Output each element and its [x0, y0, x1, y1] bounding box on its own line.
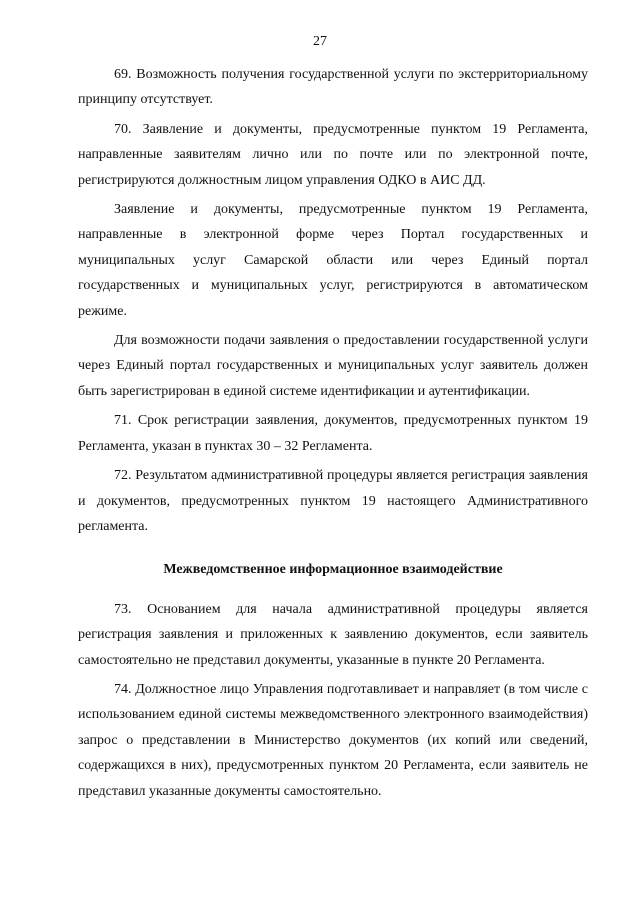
paragraph-70-registration: Для возможности подачи заявления о предоставлении государственной услуги через Единый портал государственных и муниципальных услуг заявитель должен быть зарегистрирован в единой системе идентификации и аутентификации. — [78, 333, 588, 399]
paragraph-69: 69. Возможность получения государственной услуги по экстерриториальному принципу отсутствует. — [78, 67, 588, 108]
section-heading: Межведомственное информационное взаимодействие — [163, 562, 503, 578]
page-number: 27 — [313, 34, 327, 49]
paragraph-73: 73. Основанием для начала административной процедуры является регистрация заявления и приложенных к заявлению документов, если заявитель самостоятельно не представил документы, указанные в пункте 20 Регламента. — [78, 601, 588, 668]
paragraph-72: 72. Результатом административной процедуры является регистрация заявления и документов, предусмотренных пунктом 19 настоящего Административного регламента. — [78, 468, 588, 534]
paragraph-70: 70. Заявление и документы, предусмотренные пунктом 19 Регламента, направленные заявителям лично или по почте или по электронной почте, регистрируются должностным лицом управления ОДКО в АИС ДД. — [78, 121, 588, 188]
document-body — [78, 58, 588, 804]
paragraph-71: 71. Срок регистрации заявления, документов, предусмотренных пунктом 19 Регламента, указан в пунктах 30 – 32 Регламента. — [78, 413, 588, 454]
paragraph-70-electronic: Заявление и документы, предусмотренные пунктом 19 Регламента, направленные в электронной форме через Портал государственных и муниципальных услуг Самарской области или через Единый портал государственных и муниципальных услуг, регистрируются в автоматическом режиме. — [78, 202, 588, 319]
paragraph-74: 74. Должностное лицо Управления подготавливает и направляет (в том числе с использованием единой системы межведомственного электронного взаимодействия) запрос о представлении в Министерство документов (их копий или сведений, содержащихся в них), предусмотренных пунктом 20 Регламента, если заявитель не представил указанные документы самостоятельно. — [78, 681, 588, 799]
